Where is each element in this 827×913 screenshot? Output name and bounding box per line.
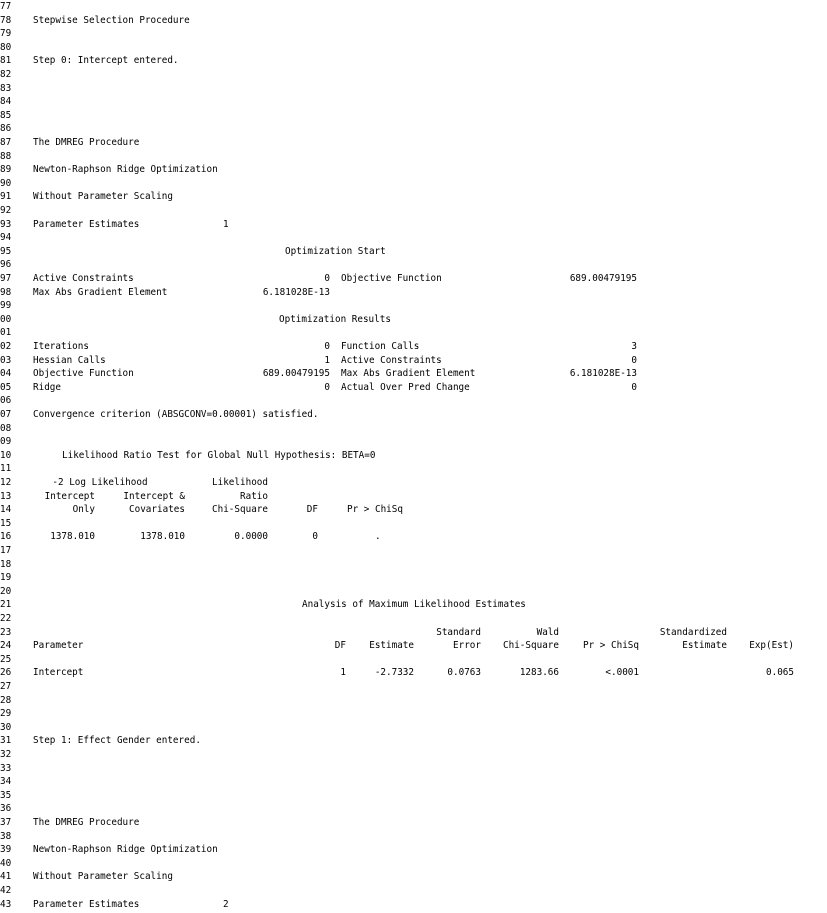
line-number-text: 79 — [0, 28, 12, 40]
line-number — [0, 136, 28, 150]
output-line — [0, 367, 827, 381]
line-number — [0, 530, 28, 544]
objective-function-value: 689.00479195 — [262, 368, 330, 380]
line-number-text: 13 — [0, 490, 12, 502]
line-number-text: 31 — [0, 735, 12, 747]
mle-cell: 1 — [340, 667, 346, 679]
line-number-text: 43 — [0, 898, 12, 910]
mle-cell: Intercept — [33, 667, 84, 679]
line-number-text: 16 — [0, 531, 12, 543]
line-number-text: 81 — [0, 55, 12, 67]
line-number-text: 80 — [0, 41, 12, 53]
line-number — [0, 14, 28, 28]
mle-header: Estimate — [682, 640, 727, 652]
mle-header: Standardized — [659, 626, 727, 638]
output-line — [0, 503, 827, 517]
line-number — [0, 381, 28, 395]
line-number-text: 24 — [0, 640, 12, 652]
line-number — [0, 558, 28, 572]
opt-results-title: Optimization Results — [279, 313, 391, 325]
output-line — [0, 14, 827, 28]
line-number-text: 23 — [0, 626, 12, 638]
line-number-text: 00 — [0, 313, 12, 325]
output-line — [0, 870, 827, 884]
line-number — [0, 802, 28, 816]
line-number — [0, 95, 28, 109]
line-number — [0, 27, 28, 41]
mle-header: DF — [334, 640, 346, 652]
optimization-method: Newton-Raphson Ridge Optimization — [33, 164, 218, 176]
objective-function-label: Objective Function — [341, 273, 442, 284]
line-number-text: 19 — [0, 572, 12, 584]
line-number-text: 38 — [0, 830, 12, 842]
mle-header: Wald — [536, 626, 559, 638]
mle-cell: 0.0763 — [447, 667, 481, 679]
output-line — [0, 639, 827, 653]
line-number — [0, 367, 28, 381]
iterations-label: Iterations — [33, 341, 89, 352]
line-number — [0, 748, 28, 762]
line-number-text: 21 — [0, 599, 12, 611]
line-number-text: 34 — [0, 776, 12, 788]
mle-header: Parameter — [33, 640, 84, 652]
lrt-cell: 1378.010 — [140, 531, 185, 543]
line-number-text: 93 — [0, 218, 12, 230]
line-number — [0, 299, 28, 313]
mle-header: Error — [453, 640, 481, 652]
lrt-header: Covariates — [129, 504, 185, 516]
line-number-text: 12 — [0, 477, 12, 488]
output-line — [0, 136, 827, 150]
line-number — [0, 177, 28, 191]
param-est-value: 2 — [223, 898, 229, 910]
param-est-label: Parameter Estimates — [33, 218, 140, 230]
output-line — [0, 245, 827, 259]
line-number-text: 39 — [0, 844, 12, 856]
line-number — [0, 54, 28, 68]
lrt-header: Only — [72, 504, 95, 516]
line-number — [0, 258, 28, 272]
line-number-text: 32 — [0, 749, 12, 760]
max-abs-grad-label: Max Abs Gradient Element — [341, 368, 476, 380]
scaling-text: Without Parameter Scaling — [33, 871, 173, 883]
max-abs-grad-value: 6.181028E-13 — [569, 368, 637, 380]
line-number-text: 37 — [0, 817, 12, 828]
line-number — [0, 204, 28, 218]
line-number-text: 25 — [0, 653, 12, 665]
line-number — [0, 490, 28, 504]
line-number-text: 99 — [0, 300, 12, 312]
line-number — [0, 734, 28, 748]
ridge-label: Ridge — [33, 381, 61, 393]
line-number — [0, 68, 28, 82]
line-number — [0, 884, 28, 898]
line-number-text: 42 — [0, 885, 12, 896]
output-line — [0, 816, 827, 830]
line-number — [0, 408, 28, 422]
output-line — [0, 843, 827, 857]
mle-header: Exp(Est) — [749, 640, 794, 652]
function-calls-value: 3 — [631, 341, 637, 352]
line-number — [0, 789, 28, 803]
output-line — [0, 381, 827, 395]
mle-cell: -2.7332 — [374, 667, 414, 679]
line-number — [0, 830, 28, 844]
line-number-text: 40 — [0, 857, 12, 869]
line-number-text: 85 — [0, 109, 12, 121]
line-number-text: 06 — [0, 395, 12, 407]
active-constraints-label: Active Constraints — [341, 354, 442, 366]
param-est-value: 1 — [223, 218, 229, 230]
line-number-text: 96 — [0, 259, 12, 271]
lrt-cell: 0 — [312, 531, 318, 543]
procedure-title: The DMREG Procedure — [33, 137, 140, 148]
line-number-text: 77 — [0, 1, 12, 12]
line-number — [0, 775, 28, 789]
step0-text: Step 0: Intercept entered. — [33, 55, 179, 67]
hessian-calls-label: Hessian Calls — [33, 354, 106, 366]
lrt-header: DF — [306, 504, 318, 516]
line-number-text: 04 — [0, 368, 12, 380]
line-number-text: 30 — [0, 721, 12, 733]
line-number — [0, 326, 28, 340]
line-number — [0, 612, 28, 626]
mle-cell: <.0001 — [605, 667, 639, 679]
output-line — [0, 490, 827, 504]
active-constraints-label: Active Constraints — [33, 273, 134, 284]
line-number — [0, 245, 28, 259]
line-number-text: 41 — [0, 871, 12, 883]
line-number-text: 88 — [0, 150, 12, 162]
line-number — [0, 544, 28, 558]
line-number — [0, 313, 28, 327]
line-number — [0, 462, 28, 476]
line-number-text: 10 — [0, 449, 12, 461]
line-number-text: 02 — [0, 341, 12, 352]
line-number — [0, 231, 28, 245]
mle-cell: 1283.66 — [519, 667, 559, 679]
line-number — [0, 109, 28, 123]
mle-header: Estimate — [369, 640, 414, 652]
ridge-value: 0 — [324, 381, 330, 393]
function-calls-label: Function Calls — [341, 341, 420, 352]
lrt-cell: 0.0000 — [234, 531, 268, 543]
line-number-text: 01 — [0, 327, 12, 339]
line-number-text: 78 — [0, 14, 12, 26]
line-number — [0, 639, 28, 653]
line-number-text: 11 — [0, 463, 12, 475]
output-line — [0, 286, 827, 300]
line-number — [0, 354, 28, 368]
line-number-text: 89 — [0, 164, 12, 176]
mle-header: Pr > ChiSq — [583, 640, 639, 652]
line-number — [0, 707, 28, 721]
iterations-value: 0 — [324, 341, 330, 352]
line-number — [0, 286, 28, 300]
line-number — [0, 857, 28, 871]
output-line — [0, 190, 827, 204]
output-line — [0, 54, 827, 68]
output-line — [0, 340, 827, 354]
line-number-text: 27 — [0, 681, 12, 692]
line-number-text: 98 — [0, 286, 12, 298]
line-number — [0, 218, 28, 232]
line-number-text: 28 — [0, 694, 12, 706]
opt-start-title: Optimization Start — [285, 245, 386, 257]
line-number-text: 33 — [0, 762, 12, 774]
line-number-text: 08 — [0, 422, 12, 434]
table-row — [0, 530, 827, 544]
actual-over-pred-value: 0 — [631, 381, 637, 393]
line-number-text: 15 — [0, 517, 12, 529]
line-number — [0, 82, 28, 96]
scaling-text: Without Parameter Scaling — [33, 191, 173, 203]
line-number-text: 07 — [0, 409, 12, 420]
line-number — [0, 694, 28, 708]
objective-function-label: Objective Function — [33, 368, 134, 380]
line-number — [0, 503, 28, 517]
line-number-text: 14 — [0, 504, 12, 516]
line-number — [0, 476, 28, 490]
lrt-header: Pr > ChiSq — [347, 504, 403, 516]
mle-header: Standard — [436, 626, 481, 638]
line-number-text: 05 — [0, 381, 12, 393]
line-number — [0, 898, 28, 912]
line-number-text: 82 — [0, 69, 12, 80]
line-number — [0, 843, 28, 857]
line-number-text: 35 — [0, 789, 12, 801]
line-number — [0, 721, 28, 735]
lrt-header: Intercept — [44, 490, 95, 502]
active-constraints-value: 0 — [631, 354, 637, 366]
lrt-header: Chi-Square — [212, 504, 268, 516]
line-number-text: 97 — [0, 273, 12, 284]
selection-title: Stepwise Selection Procedure — [33, 14, 190, 26]
line-number-text: 26 — [0, 667, 12, 679]
lrt-header: Ratio — [240, 490, 268, 502]
line-number — [0, 517, 28, 531]
lrt-header: Intercept & — [123, 490, 185, 502]
line-number — [0, 666, 28, 680]
lrt-header: Likelihood — [212, 477, 268, 488]
objective-function-value: 689.00479195 — [569, 273, 637, 284]
line-number-text: 09 — [0, 436, 12, 448]
mle-header: Chi-Square — [503, 640, 559, 652]
line-number-text: 94 — [0, 232, 12, 244]
active-constraints-value: 0 — [324, 273, 330, 284]
output-line — [0, 408, 827, 422]
line-number — [0, 272, 28, 286]
line-number-text: 83 — [0, 82, 12, 94]
line-number — [0, 422, 28, 436]
output-line — [0, 476, 827, 490]
output-line — [0, 598, 827, 612]
hessian-calls-value: 1 — [324, 354, 330, 366]
line-number — [0, 0, 28, 14]
line-number — [0, 653, 28, 667]
optimization-method: Newton-Raphson Ridge Optimization — [33, 844, 218, 856]
output-line — [0, 354, 827, 368]
line-number-text: 92 — [0, 205, 12, 216]
output-line — [0, 626, 827, 640]
line-number-text: 22 — [0, 613, 12, 624]
param-est-label: Parameter Estimates — [33, 898, 140, 910]
mle-cell: 0.065 — [766, 667, 794, 679]
actual-over-pred-label: Actual Over Pred Change — [341, 381, 470, 393]
line-number-text: 03 — [0, 354, 12, 366]
line-number-text: 91 — [0, 191, 12, 203]
line-number — [0, 598, 28, 612]
line-number-text: 90 — [0, 177, 12, 189]
line-number — [0, 340, 28, 354]
output-line — [0, 163, 827, 177]
line-number-text: 29 — [0, 708, 12, 720]
lrt-cell: 1378.010 — [50, 531, 95, 543]
line-number — [0, 585, 28, 599]
line-number-text: 20 — [0, 585, 12, 597]
line-number — [0, 626, 28, 640]
step1-text: Step 1: Effect Gender entered. — [33, 735, 201, 747]
line-number — [0, 190, 28, 204]
line-number-text: 18 — [0, 558, 12, 570]
output-line — [0, 272, 827, 286]
line-number-text: 86 — [0, 123, 12, 135]
lrt-title: Likelihood Ratio Test for Global Null Hypothesis: BETA=0 — [62, 449, 376, 461]
line-number — [0, 435, 28, 449]
procedure-title: The DMREG Procedure — [33, 817, 140, 828]
line-number — [0, 41, 28, 55]
line-number — [0, 163, 28, 177]
output-line — [0, 313, 827, 327]
table-row — [0, 666, 827, 680]
output-line — [0, 898, 827, 912]
line-number-text: 36 — [0, 803, 12, 815]
line-number — [0, 449, 28, 463]
convergence-text: Convergence criterion (ABSGCONV=0.00001) satisfied. — [33, 409, 319, 420]
output-line — [0, 734, 827, 748]
line-number-text: 17 — [0, 545, 12, 556]
lrt-cell: . — [375, 531, 381, 543]
line-number — [0, 571, 28, 585]
line-number — [0, 394, 28, 408]
lrt-header: -2 Log Likelihood — [52, 477, 148, 488]
line-number — [0, 122, 28, 136]
line-number — [0, 816, 28, 830]
line-number-text: 87 — [0, 137, 12, 148]
line-number — [0, 870, 28, 884]
line-number — [0, 150, 28, 164]
line-number — [0, 762, 28, 776]
output-line — [0, 449, 827, 463]
output-line — [0, 218, 827, 232]
line-number-text: 95 — [0, 245, 12, 257]
mle-title: Analysis of Maximum Likelihood Estimates — [302, 599, 526, 611]
line-number-text: 84 — [0, 96, 12, 108]
max-abs-grad-value: 6.181028E-13 — [262, 286, 330, 298]
max-abs-grad-label: Max Abs Gradient Element — [33, 286, 168, 298]
line-number — [0, 680, 28, 694]
